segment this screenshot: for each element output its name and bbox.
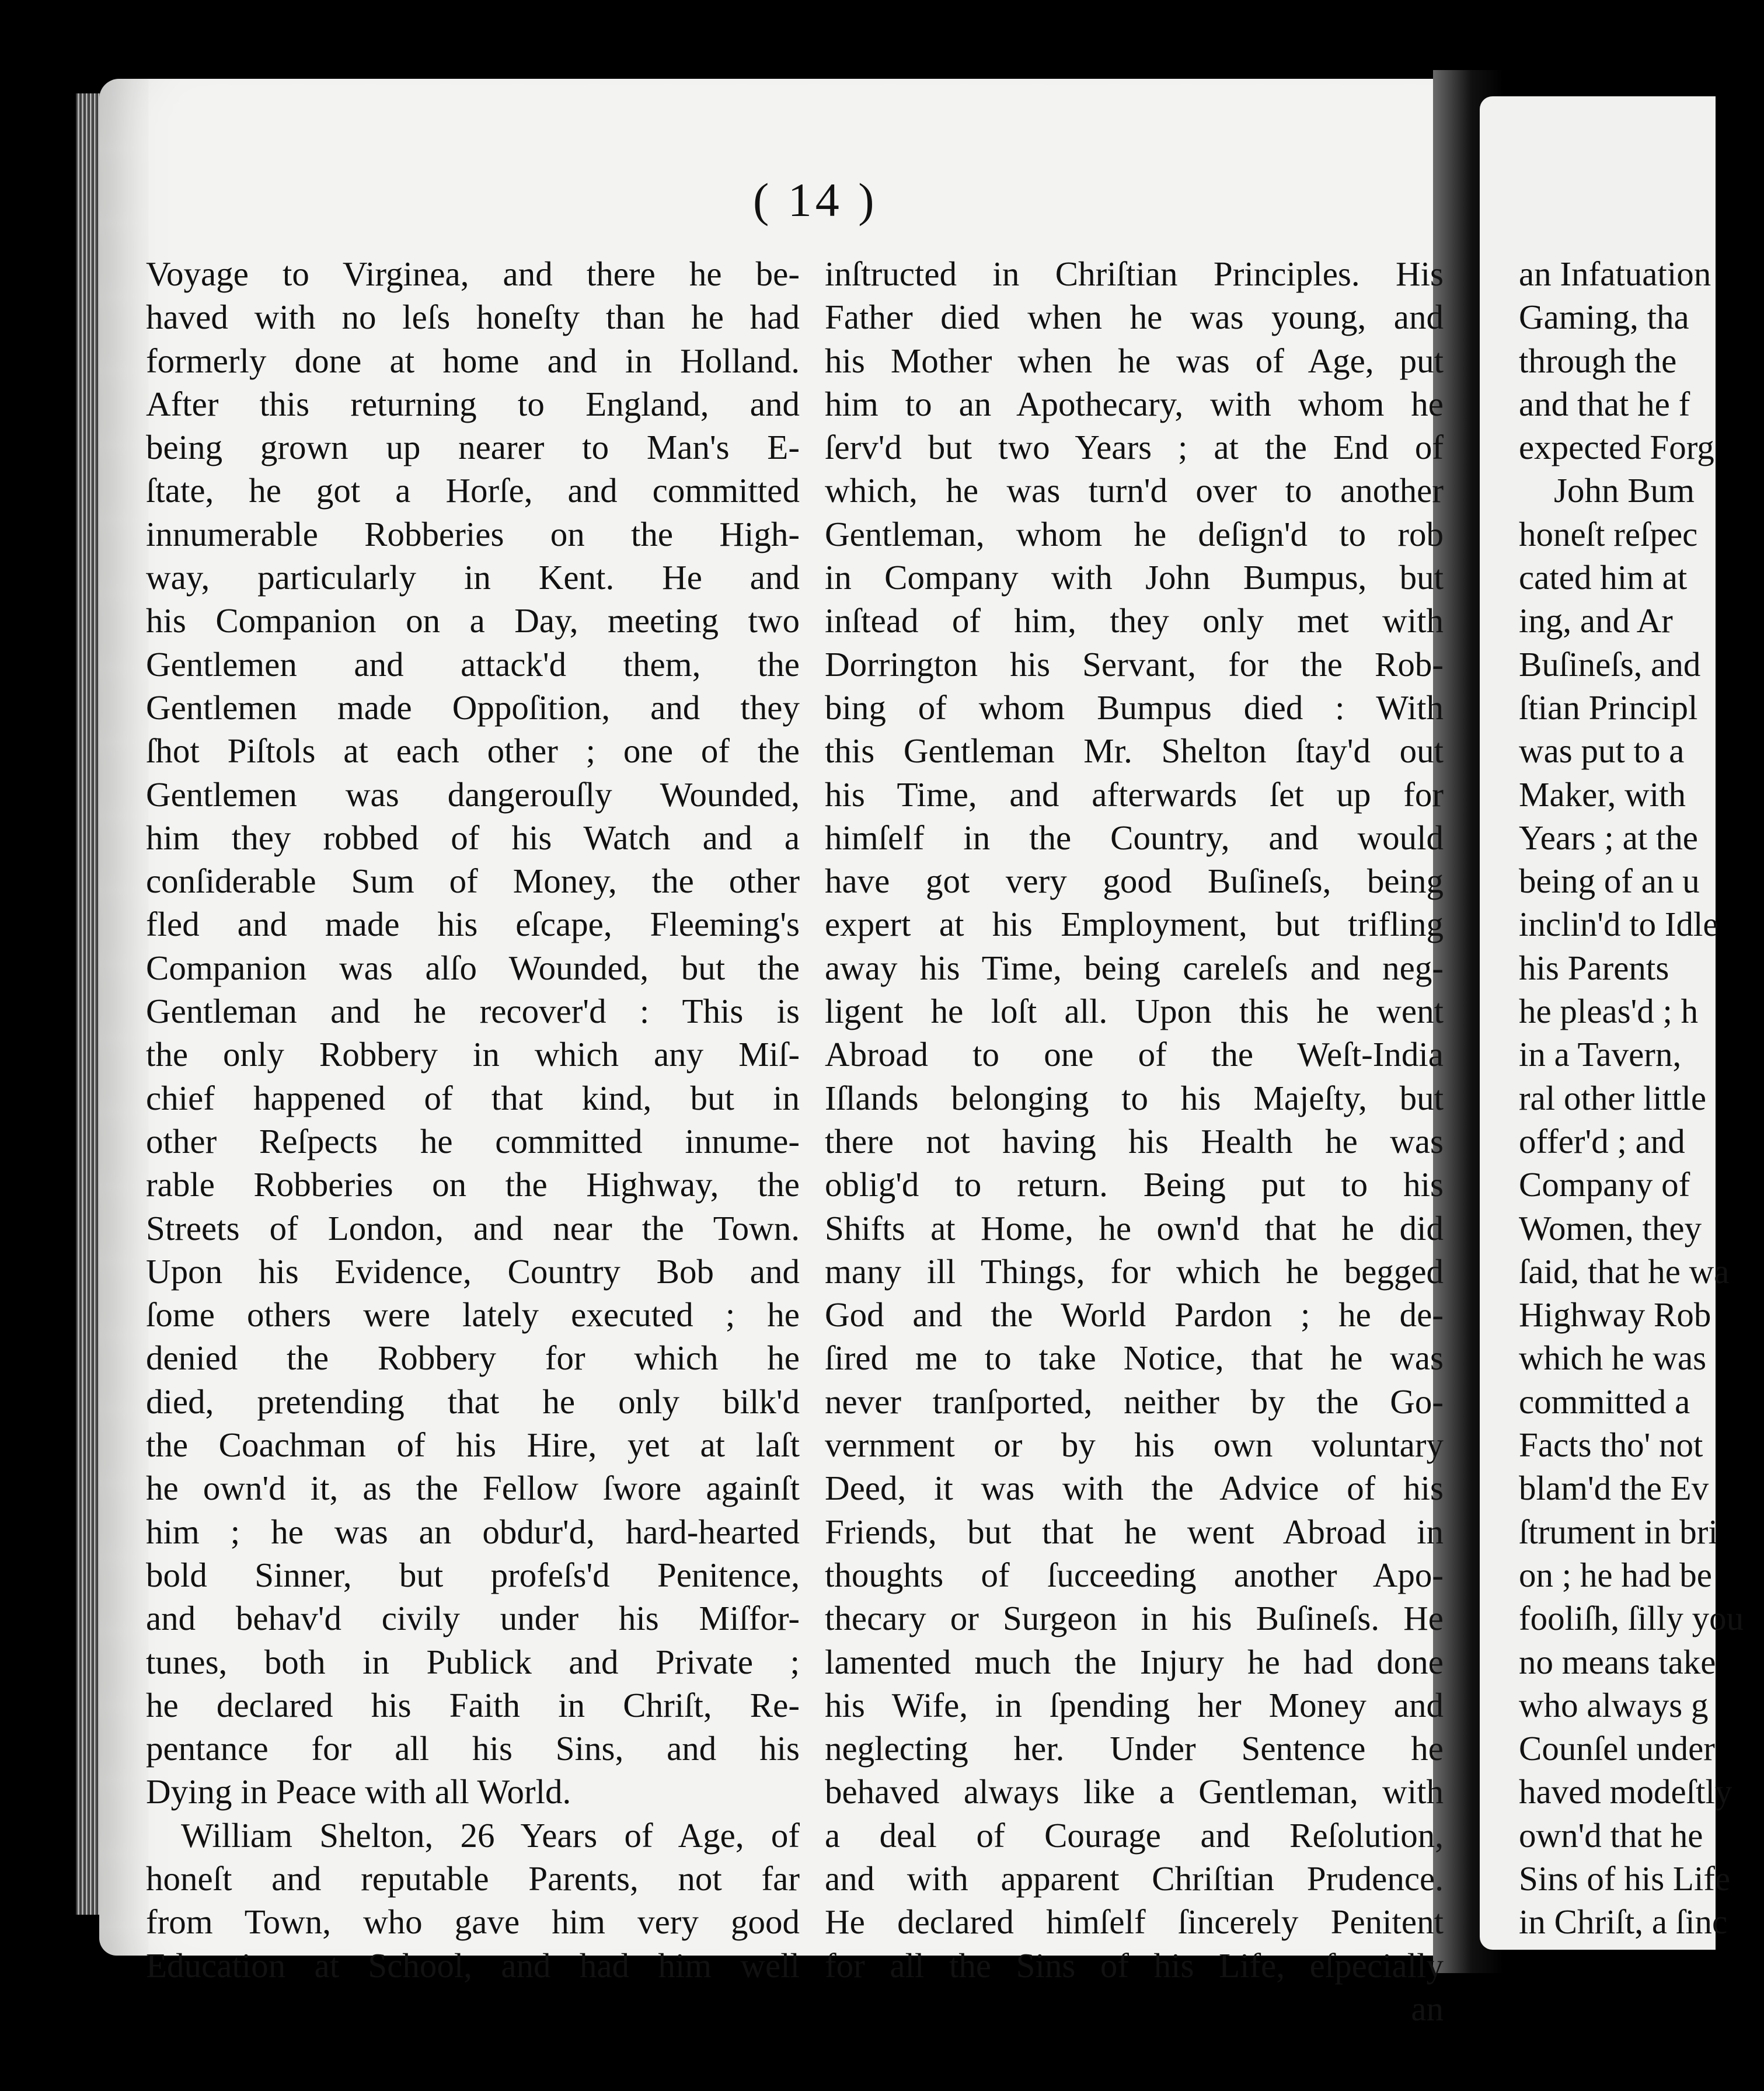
text-line: a deal of Courage and Reſolution, [825, 1815, 1444, 1855]
text-line: the Coachman of his Hire, yet at laſt [146, 1426, 800, 1465]
text-line: chief happened of that kind, but in [146, 1078, 800, 1117]
text-line: Shifts at Home, he own'd that he did [825, 1208, 1444, 1247]
text-line: inſtead of him, they only met with [825, 601, 1444, 640]
text-line: for all the Sins of his Life, eſpecially [825, 1946, 1444, 1985]
text-line: Sins of his Life [1519, 1859, 1731, 1898]
middle-text-column [825, 252, 1444, 2030]
text-line: through the [1519, 341, 1677, 380]
text-line: Deed, it was with the Advice of his [825, 1469, 1444, 1508]
text-line: God and the World Pardon ; he de- [825, 1295, 1444, 1334]
text-line: Friends, but that he went Abroad in [825, 1512, 1444, 1551]
text-line: his Parents [1519, 948, 1669, 987]
text-line: ſtrument in bri [1519, 1512, 1718, 1551]
text-line: in Company with John Bumpus, but [825, 558, 1444, 597]
text-line: his Time, and afterwards ſet up for [825, 775, 1444, 814]
text-line: on ; he had be [1519, 1555, 1712, 1594]
text-line: Abroad to one of the Weſt-India [825, 1035, 1444, 1074]
text-line: him to an Apothecary, with whom he [825, 384, 1444, 423]
text-line: offer'd ; and [1519, 1121, 1685, 1160]
text-line: Buſineſs, and [1519, 644, 1701, 684]
text-line: Father died when he was young, and [825, 298, 1444, 337]
text-line: fled and made his eſcape, Fleeming's [146, 905, 800, 944]
text-line: ſired me to take Notice, that he was [825, 1339, 1444, 1378]
text-line: Voyage to Virginea, and there he be- [146, 255, 800, 293]
text-line: Dorrington his Servant, for the Rob- [825, 644, 1444, 684]
text-line: bold Sinner, but profeſs'd Penitence, [146, 1555, 800, 1594]
text-line: have got very good Buſineſs, being [825, 862, 1444, 901]
text-line: Years ; at the [1519, 818, 1698, 857]
text-line: ſtian Principl [1519, 688, 1698, 727]
text-line: his Companion on a Day, meeting two [146, 601, 800, 640]
text-line: Gentlemen made Oppoſition, and they [146, 688, 800, 727]
text-line: bing of whom Bumpus died : With [825, 688, 1444, 727]
text-line: other Reſpects he committed innume- [146, 1121, 800, 1160]
text-line: vernment or by his own voluntary [825, 1426, 1444, 1465]
text-line: After this returning to England, and [146, 384, 800, 423]
catchword: an [1411, 1989, 1444, 2028]
text-line: Gentleman and he recover'd : This is [146, 992, 800, 1031]
text-line: in Chriſt, a ſinc [1519, 1902, 1728, 1942]
text-line: Gentleman, whom he deſign'd to rob [825, 514, 1444, 553]
text-line: and that he f [1519, 384, 1690, 423]
text-line: fooliſh, ſilly you [1519, 1599, 1744, 1638]
text-line: haved modeſtly [1519, 1772, 1732, 1811]
text-line: Facts tho' not [1519, 1426, 1703, 1465]
text-line: him ; he was an obdur'd, hard-hearted [146, 1512, 800, 1551]
text-line: haved with no leſs honeſty than he had [146, 298, 800, 337]
text-line: himſelf in the Country, and would [825, 818, 1444, 857]
text-line: thoughts of ſucceeding another Apo- [825, 1555, 1444, 1594]
text-line: ſome others were lately executed ; he [146, 1295, 800, 1334]
text-line: cated him at [1519, 558, 1688, 597]
text-line: committed a [1519, 1382, 1690, 1421]
text-line: died, pretending that he only bilk'd [146, 1382, 800, 1421]
text-line: he own'd it, as the Fellow ſwore againſt [146, 1469, 800, 1508]
text-line: which, he was turn'd over to another [825, 471, 1444, 510]
text-line: Women, they [1519, 1208, 1702, 1247]
text-line: and behav'd civily under his Miſfor- [146, 1599, 800, 1638]
text-line: was put to a [1519, 731, 1685, 771]
text-line: this Gentleman Mr. Shelton ſtay'd out [825, 731, 1444, 771]
text-line: tunes, both in Publick and Private ; [146, 1642, 800, 1681]
text-line: him they robbed of his Watch and a [146, 818, 800, 857]
text-line: and with apparent Chriſtian Prudence. [825, 1859, 1444, 1898]
text-line: Iſlands belonging to his Majeſty, but [825, 1078, 1444, 1117]
text-line: Maker, with [1519, 775, 1686, 814]
text-line: oblig'd to return. Being put to his [825, 1165, 1444, 1204]
text-line: never tranſported, neither by the Go- [825, 1382, 1444, 1421]
text-line: ſerv'd but two Years ; at the End of [825, 428, 1444, 467]
text-line: behaved always like a Gentleman, with [825, 1772, 1444, 1811]
right-text-column-partial [1519, 252, 1764, 1944]
text-line: honeſt reſpec [1519, 514, 1698, 553]
text-line: being grown up nearer to Man's E- [146, 428, 800, 467]
text-line: being of an u [1519, 862, 1700, 901]
text-line: Highway Rob [1519, 1295, 1711, 1334]
text-line: inclin'd to Idle [1519, 905, 1718, 944]
text-line: ing, and Ar [1519, 601, 1673, 640]
text-line: Gaming, tha [1519, 298, 1689, 337]
text-line: he declared his Faith in Chriſt, Re- [146, 1685, 800, 1724]
text-line: Gentlemen and attack'd them, the [146, 644, 800, 684]
text-line: ligent he loſt all. Upon this he went [825, 992, 1444, 1031]
text-line: which he was [1519, 1339, 1707, 1378]
text-line: Company of [1519, 1165, 1690, 1204]
text-line: honeſt and reputable Parents, not far [146, 1859, 800, 1898]
text-line: own'd that he [1519, 1815, 1703, 1855]
text-line: blam'd the Ev [1519, 1469, 1709, 1508]
text-line: William Shelton, 26 Years of Age, of [181, 1815, 800, 1855]
text-line: his Mother when he was of Age, put [825, 341, 1444, 380]
text-line: the only Robbery in which any Miſ- [146, 1035, 800, 1074]
text-line: away his Time, being careleſs and neg- [825, 948, 1444, 987]
text-line: ſtate, he got a Horſe, and committed [146, 471, 800, 510]
text-line: conſiderable Sum of Money, the other [146, 862, 800, 901]
text-line: there not having his Health he was [825, 1121, 1444, 1160]
text-line: Counſel under [1519, 1729, 1715, 1768]
text-line: from Town, who gave him very good [146, 1902, 800, 1942]
text-line: innumerable Robberies on the High- [146, 514, 800, 553]
text-line: Upon his Evidence, Country Bob and [146, 1252, 800, 1291]
left-text-column [146, 252, 800, 1987]
page-number: ( 14 ) [753, 173, 878, 226]
text-line: in a Tavern, [1519, 1035, 1682, 1074]
text-line: inſtructed in Chriſtian Principles. His [825, 255, 1444, 293]
text-line: Companion was alſo Wounded, but the [146, 948, 800, 987]
text-line: Streets of London, and near the Town. [146, 1208, 800, 1247]
text-line: ral other little [1519, 1078, 1707, 1117]
text-line: who always g [1519, 1685, 1709, 1724]
text-line: way, particularly in Kent. He and [146, 558, 800, 597]
text-line: denied the Robbery for which he [146, 1339, 800, 1378]
text-line: John Bum [1554, 471, 1695, 510]
text-line: Dying in Peace with all World. [146, 1772, 571, 1811]
text-line: expert at his Employment, but trifling [825, 905, 1444, 944]
text-line: ſaid, that he wa [1519, 1252, 1730, 1291]
text-line: his Wife, in ſpending her Money and [825, 1685, 1444, 1724]
text-line: pentance for all his Sins, and his [146, 1729, 800, 1768]
text-line: Gentlemen was dangerouſly Wounded, [146, 775, 800, 814]
text-line: ſhot Piſtols at each other ; one of the [146, 731, 800, 771]
text-line: no means take [1519, 1642, 1716, 1681]
text-line: expected Forg [1519, 428, 1714, 467]
text-line: thecary or Surgeon in his Buſineſs. He [825, 1599, 1444, 1638]
text-line: neglecting her. Under Sentence he [825, 1729, 1444, 1768]
text-line: rable Robberies on the Highway, the [146, 1165, 800, 1204]
text-line: He declared himſelf ſincerely Penitent [825, 1902, 1444, 1942]
text-line: formerly done at home and in Holland. [146, 341, 800, 380]
text-line: he pleas'd ; h [1519, 992, 1699, 1031]
text-line: an Infatuation [1519, 255, 1711, 293]
text-line: lamented much the Injury he had done [825, 1642, 1444, 1681]
text-line: Education at School, and had him well [146, 1946, 800, 1985]
text-line: many ill Things, for which he begged [825, 1252, 1444, 1291]
